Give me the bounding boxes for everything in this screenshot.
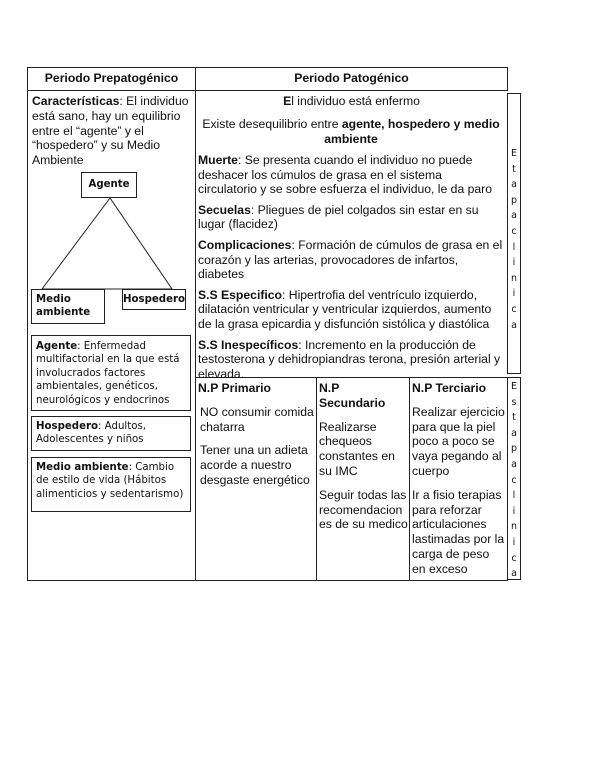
side-label-1-letter: p <box>510 194 518 206</box>
side-label-2-letter: a <box>511 568 517 580</box>
side-label-2-letter: c <box>511 474 517 486</box>
np-terciario-p2: Ir a fisio terapias para reforzar articulaciones lastimadas por la carga de peso en exceso <box>412 487 505 576</box>
side-label-etapa-clinica <box>507 93 521 374</box>
caracteristicas-text: : El individuo está sano, hay un equilibrio entre el “agente” y el “hospedero” y su Medio Ambiente <box>32 94 189 168</box>
item-ss-especifico <box>198 288 504 332</box>
side-label-2-letter: t <box>512 412 516 424</box>
side-label-1-letter: l <box>512 241 516 253</box>
header-patogenico: Periodo Patogénico <box>294 71 409 85</box>
desequilibrio-bold: agente, hospedero y medio ambiente <box>324 117 500 146</box>
np-secundario-p1: Realizarse chequeos constantes en su IMC <box>319 419 395 478</box>
side-label-1-letter: t <box>512 163 516 175</box>
side-label-1-letter: c <box>511 225 517 237</box>
side-label-2-letter: p <box>510 443 518 455</box>
item-ss-inespecificos-label: S.S Inespecíficos <box>198 337 299 352</box>
item-secuelas-text: : Pliegues de piel colgados sin estar en su lugar (flacidez) <box>198 202 479 232</box>
box-agente-label: Agente <box>36 341 78 352</box>
box-medio-ambiente <box>31 457 191 512</box>
np-secundario-cell <box>319 381 408 541</box>
enfermo-text: l individuo está enfermo <box>291 94 420 108</box>
side-label-2-letter: i <box>512 505 516 517</box>
item-complicaciones-label: Complicaciones <box>198 237 292 252</box>
patogenico-items <box>198 153 504 387</box>
item-muerte <box>198 153 504 197</box>
np-primario-title: N.P Primario <box>198 381 271 395</box>
side-label-1-letter: a <box>511 210 517 222</box>
np-primario-p1: NO consumir comida chatarra <box>200 404 314 434</box>
enfermo-first-letter: E <box>283 94 292 108</box>
item-ss-especifico-label: S.S Especifico <box>198 287 282 302</box>
item-ss-inespecificos-text: : Incremento en la producción de testosterona y dehidropiandras terona, presión arterial y elevada. <box>198 337 501 381</box>
side-label-1-letter: n <box>510 272 518 284</box>
side-label-2-letter: i <box>512 536 516 548</box>
triangle-shape <box>42 198 172 289</box>
item-complicaciones <box>198 238 504 282</box>
np-secundario-title: N.P Secundario <box>319 381 386 410</box>
side-label-1-letter: a <box>511 179 517 191</box>
side-label-1-letter: a <box>511 319 517 331</box>
box-agente <box>31 335 191 411</box>
item-muerte-text: : Se presenta cuando el individuo no puede deshacer los cúmulos de grasa en el sistema circulatorio y se sobre esfuerza el individuo, le da paro <box>198 153 493 197</box>
desequilibrio-line <box>200 117 502 146</box>
side-label-estapa-clinica <box>507 377 521 580</box>
box-hospedero-text: : Adultos, Adolescentes y niños <box>36 421 147 446</box>
np-secundario-p2: Seguir todas las recomendacion es de su medico <box>319 487 408 532</box>
caracteristicas-paragraph <box>32 94 194 168</box>
np-primario-p2: Tener una un adieta acorde a nuestro desgaste energético <box>200 443 310 487</box>
header-prepatogenico: Periodo Prepatogénico <box>44 71 179 85</box>
box-hospedero <box>31 416 191 451</box>
side-label-2-letter: n <box>510 521 518 533</box>
side-label-2-letter: a <box>511 427 517 439</box>
side-label-2-letter: l <box>512 490 516 502</box>
item-ss-especifico-text: : Hipertrofia del ventrículo izquierdo, dilatación ventricular y ventricular izquierdos, aumento de la grasa epicardia y disfunción sistólica y diastólica <box>198 287 492 331</box>
caracteristicas-label: Características <box>32 94 120 108</box>
side-label-2-letter: c <box>511 552 517 564</box>
item-muerte-label: Muerte <box>198 153 238 167</box>
item-secuelas <box>198 203 504 232</box>
np-terciario-cell <box>412 381 506 586</box>
side-label-1-letters <box>508 146 520 333</box>
triangle-label-hospedero: Hospedero <box>122 289 186 310</box>
side-label-2-letter: E <box>510 381 517 392</box>
triangle-label-agente: Agente <box>81 172 137 198</box>
side-label-2-letter: a <box>511 458 517 470</box>
item-ss-inespecificos <box>198 338 504 382</box>
side-label-1-letter: E <box>510 148 517 159</box>
item-secuelas-label: Secuelas <box>198 202 251 217</box>
enfermo-line <box>196 94 507 109</box>
box-agente-text: : Enfermedad multifactorial en la que está involucrados factores ambientales, genéticos, neurológicos y endocrinos <box>36 341 180 406</box>
box-medio-ambiente-label: Medio ambiente <box>36 462 129 473</box>
triangle-label-medio-ambiente: Medio ambiente <box>31 289 105 324</box>
side-label-2-letters <box>508 379 520 582</box>
np-terciario-title: N.P Terciario <box>412 381 487 395</box>
box-hospedero-label: Hospedero <box>36 421 99 432</box>
desequilibrio-text: Existe desequilibrio entre <box>202 117 342 131</box>
np-terciario-p1: Realizar ejercicio para que la piel poco a poco se vaya pegando al cuerpo <box>412 404 505 478</box>
side-label-1-letter: i <box>512 257 516 269</box>
side-label-2-letter: s <box>511 396 517 408</box>
item-complicaciones-text: : Formación de cúmulos de grasa en el corazón y las arterias, provocadores de infartos, diabetes <box>198 237 503 282</box>
side-label-1-letter: i <box>512 288 516 300</box>
side-label-1-letter: c <box>511 303 517 315</box>
box-medio-ambiente-text: : Cambio de estilo de vida (Hábitos alimenticios y sedentarismo) <box>36 462 184 500</box>
np-primario-cell <box>198 381 314 497</box>
